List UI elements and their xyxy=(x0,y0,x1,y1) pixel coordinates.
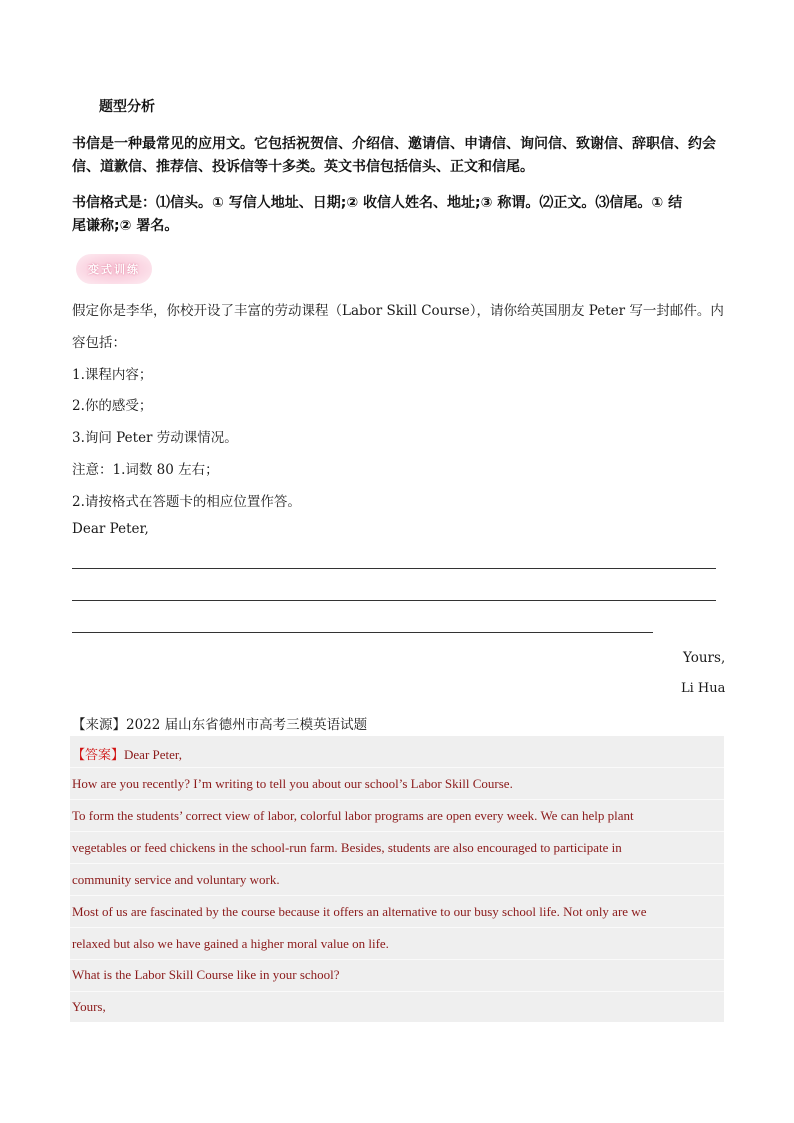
analysis-paragraph-1-line-1: 书信是一种最常见的应用文。它包括祝贺信、介绍信、邀请信、申请信、询问信、致谢信、辞职信、约会 xyxy=(72,136,716,152)
answer-tag: 【答案】 xyxy=(72,747,125,762)
writing-line xyxy=(72,600,716,601)
task-item-2: 2.你的感受； xyxy=(72,398,153,414)
source-line: 【来源】2022 届山东省德州市高考三模英语试题 xyxy=(72,717,368,733)
task-note-2: 2.请按格式在答题卡的相应位置作答。 xyxy=(72,494,301,510)
answer-line: What is the Labor Skill Course like in your school? xyxy=(72,967,340,982)
task-item-1: 1.课程内容； xyxy=(72,367,153,383)
letter-signature: Li Hua xyxy=(681,681,726,696)
practice-badge xyxy=(76,254,152,284)
analysis-paragraph-2-line-2: 尾谦称;② 署名。 xyxy=(72,218,179,234)
task-line-2: 容包括： xyxy=(72,335,126,351)
answer-row-divider xyxy=(70,991,724,992)
writing-line xyxy=(72,632,653,633)
answer-row-divider xyxy=(70,959,724,960)
analysis-paragraph-2-line-1: 书信格式是：⑴信头。① 写信人地址、日期;② 收信人姓名、地址;③ 称谓。⑵正文。⑶信尾。① 结 xyxy=(72,195,683,211)
answer-row-divider xyxy=(70,895,724,896)
answer-row-divider xyxy=(70,831,724,832)
answer-header xyxy=(72,744,182,763)
answer-line: relaxed but also we have gained a higher moral value on life. xyxy=(72,936,389,951)
answer-line: Yours, xyxy=(72,999,106,1014)
answer-line: To form the students’ correct view of labor, colorful labor programs are open every week. We can help plant xyxy=(72,808,634,823)
answer-greeting: Dear Peter, xyxy=(124,747,182,762)
task-line-1: 假定你是李华，你校开设了丰富的劳动课程（Labor Skill Course），请你给英国朋友 Peter 写一封邮件。内 xyxy=(72,303,724,319)
answer-row-divider xyxy=(70,799,724,800)
task-item-3: 3.询问 Peter 劳动课情况。 xyxy=(72,430,238,446)
practice-badge-label: 变式训练 xyxy=(88,263,140,276)
section-title: 题型分析 xyxy=(99,99,155,115)
answer-row-divider xyxy=(70,767,724,768)
analysis-paragraph-1-line-2: 信、道歉信、推荐信、投诉信等十多类。英文书信包括信头、正文和信尾。 xyxy=(72,159,534,175)
answer-line: Most of us are fascinated by the course because it offers an alternative to our busy school life. Not only are we xyxy=(72,904,647,919)
answer-row-divider xyxy=(70,863,724,864)
answer-line: How are you recently? I’m writing to tell you about our school’s Labor Skill Course. xyxy=(72,776,513,791)
writing-line xyxy=(72,568,716,569)
task-note-1: 注意：1.词数 80 左右； xyxy=(72,462,219,478)
answer-line: vegetables or feed chickens in the school-run farm. Besides, students are also encouraged to participate in xyxy=(72,840,622,855)
letter-greeting: Dear Peter, xyxy=(72,521,149,537)
answer-line: community service and voluntary work. xyxy=(72,872,280,887)
answer-row-divider xyxy=(70,927,724,928)
letter-closing: Yours, xyxy=(683,650,726,666)
